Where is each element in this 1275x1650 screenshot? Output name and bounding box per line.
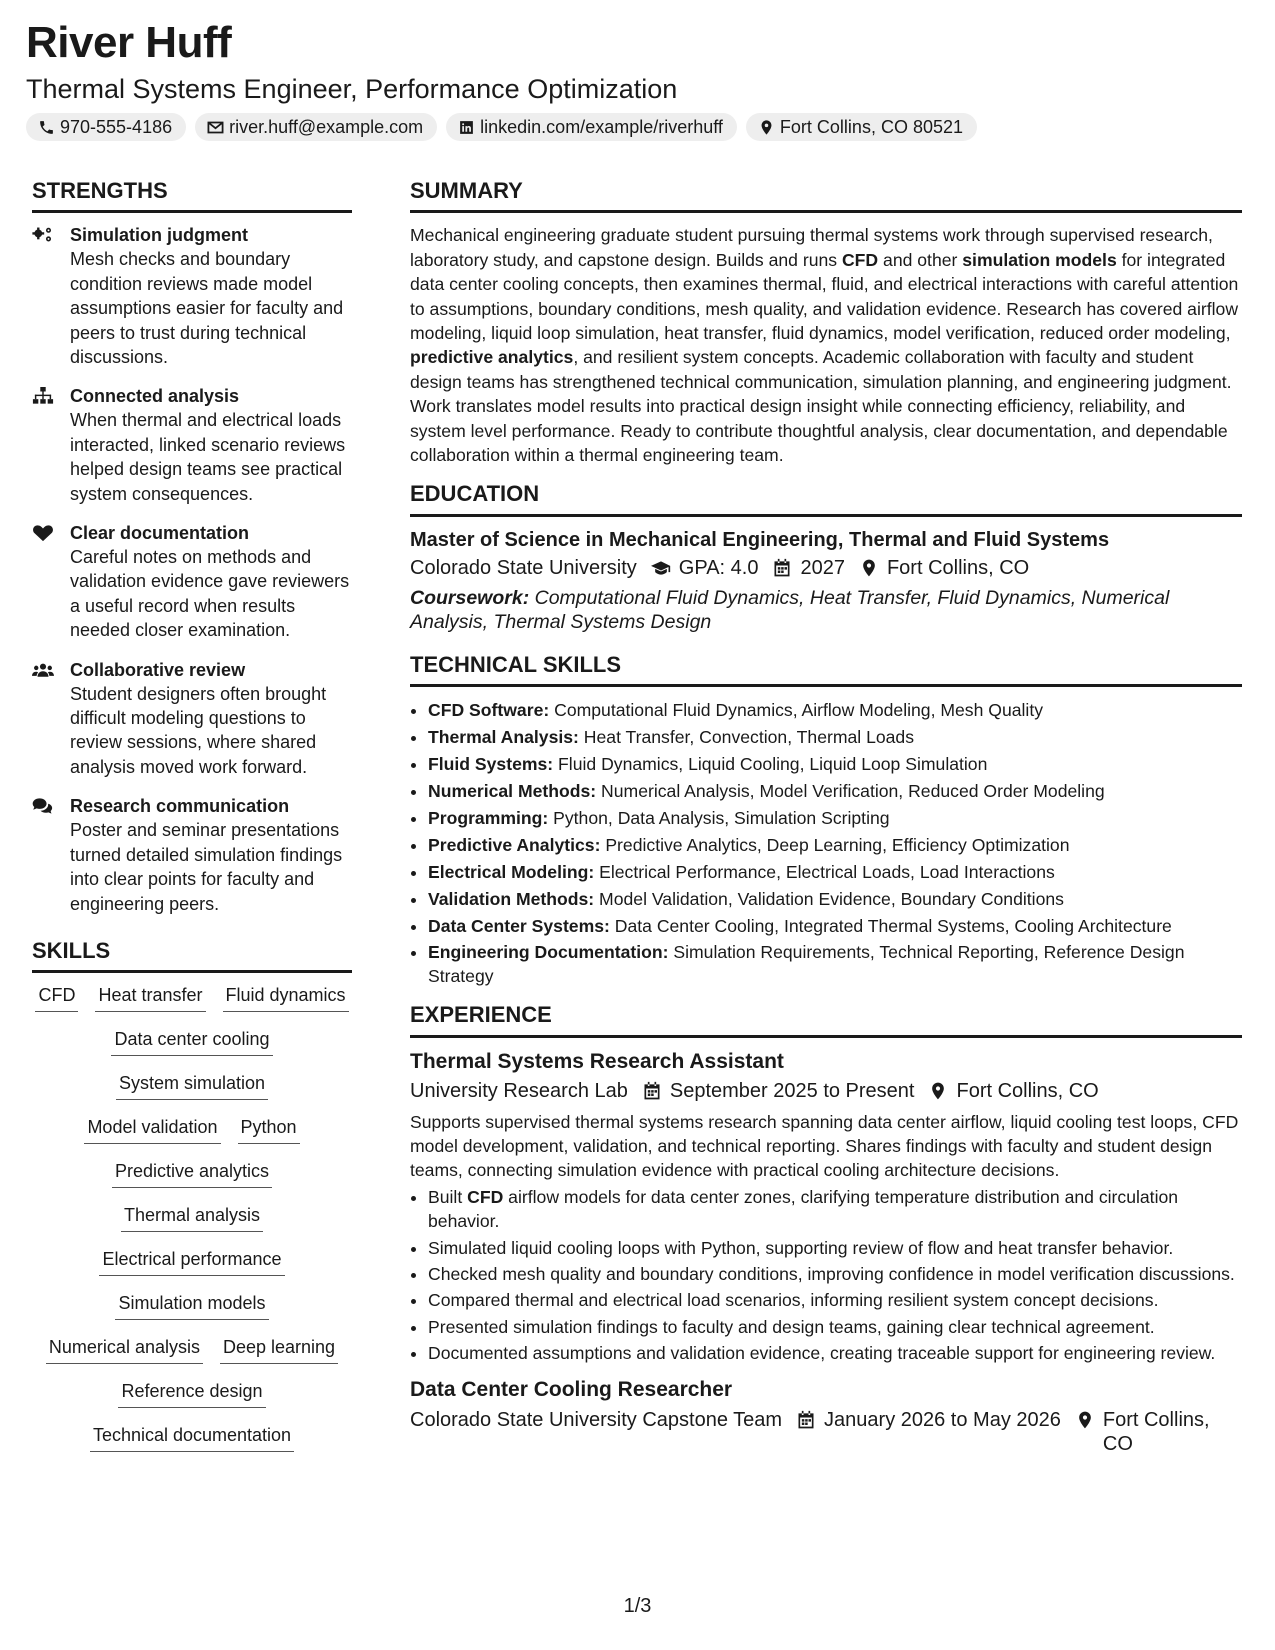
skill-tag: Deep learning [220, 1335, 338, 1364]
education-meta [410, 553, 1242, 583]
email-text: river.huff@example.com [229, 116, 424, 137]
map-pin-icon [1075, 1410, 1095, 1430]
location-chip [746, 113, 977, 141]
skill-tag: CFD [35, 983, 78, 1012]
skill-tag: Model validation [84, 1115, 220, 1144]
phone-text: 970-555-4186 [60, 116, 173, 137]
gears-icon [32, 226, 54, 244]
map-pin-icon [928, 1081, 948, 1101]
sitemap-icon [32, 387, 54, 405]
strength-desc: Poster and seminar presentations turned detailed simulation findings into clear points for faculty and engineering peers. [70, 820, 343, 914]
school-name: Colorado State University [410, 556, 637, 579]
skill-tag: Simulation models [115, 1291, 268, 1320]
technical-skills-heading: TECHNICAL SKILLS [410, 652, 1242, 687]
linkedin-icon [458, 119, 475, 136]
gpa: GPA: 4.0 [678, 556, 759, 579]
job-description: Supports supervised thermal systems research spanning data center airflow, liquid cooling test loops, CFD model development, validation, and technical reporting. Shares findings with faculty and student design teams, connecting simulation evidence with practical cooling architecture decisions. [410, 1111, 1239, 1181]
linkedin-text: linkedin.com/example/riverhuff [480, 116, 723, 137]
calendar-icon [772, 558, 792, 578]
calendar-icon [796, 1410, 816, 1430]
list-item: • Thermal Analysis: Heat Transfer, Convection, Thermal Loads [428, 724, 1242, 751]
phone-icon [38, 119, 55, 136]
skill-tag: Heat transfer [95, 983, 205, 1012]
skills-heading: SKILLS [32, 938, 352, 973]
strength-desc: When thermal and electrical loads interacted, linked scenario reviews helped design teams see practical system consequences. [70, 410, 346, 504]
candidate-name: River Huff [26, 18, 232, 67]
envelope-icon [207, 119, 224, 136]
list-item: • Compared thermal and electrical load scenarios, informing resilient system concept decisions. [428, 1288, 1242, 1312]
list-item: • CFD Software: Computational Fluid Dynamics, Airflow Modeling, Mesh Quality [428, 697, 1242, 724]
degree-title: Master of Science in Mechanical Engineering, Thermal and Fluid Systems [410, 528, 1110, 551]
contact-bar [26, 113, 977, 141]
right-column [410, 178, 1242, 1456]
strength-item [32, 794, 352, 916]
skill-tag: Numerical analysis [46, 1335, 203, 1364]
left-column [32, 178, 352, 1467]
calendar-icon [642, 1081, 662, 1101]
strengths-heading: STRENGTHS [32, 178, 352, 213]
job-dates: January 2026 to May 2026 [824, 1408, 1061, 1431]
comments-icon [32, 797, 54, 815]
strength-item [32, 384, 352, 506]
skill-tag: Thermal analysis [121, 1203, 263, 1232]
skill-tag: Electrical performance [99, 1247, 284, 1276]
education-heading: EDUCATION [410, 481, 1242, 516]
list-item: • Data Center Systems: Data Center Cooling, Integrated Thermal Systems, Cooling Architecture [428, 913, 1242, 940]
list-item: • Numerical Methods: Numerical Analysis, Model Verification, Reduced Order Modeling [428, 778, 1242, 805]
map-pin-icon [758, 119, 775, 136]
phone-chip[interactable] [26, 113, 186, 141]
strength-title: Simulation judgment [70, 225, 248, 246]
list-item: • Simulated liquid cooling loops with Python, supporting review of flow and heat transfer behavior. [428, 1236, 1242, 1260]
strength-title: Clear documentation [70, 523, 250, 544]
location-text: Fort Collins, CO 80521 [779, 116, 963, 137]
list-item: • Fluid Systems: Fluid Dynamics, Liquid Cooling, Liquid Loop Simulation [428, 751, 1242, 778]
strength-title: Connected analysis [70, 386, 240, 407]
job-title: Thermal Systems Research Assistant [410, 1049, 784, 1073]
strength-item [32, 658, 352, 780]
heart-icon [32, 524, 54, 542]
skill-tag: Technical documentation [90, 1423, 294, 1452]
skill-tag: Predictive analytics [112, 1159, 272, 1188]
job-dates: September 2025 to Present [669, 1079, 915, 1102]
list-item: • Programming: Python, Data Analysis, Simulation Scripting [428, 805, 1242, 832]
skill-tag: System simulation [116, 1071, 268, 1100]
skills-tag-cloud [32, 983, 352, 1452]
education-location: Fort Collins, CO [886, 556, 1030, 579]
strength-item [32, 521, 352, 643]
job-org: Colorado State University Capstone Team [410, 1408, 783, 1431]
experience-heading: EXPERIENCE [410, 1002, 1242, 1037]
list-item: • Checked mesh quality and boundary conditions, improving confidence in model verification discussions. [428, 1262, 1242, 1286]
skill-tag: Reference design [118, 1379, 265, 1408]
list-item: • Engineering Documentation: Simulation Requirements, Technical Reporting, Reference Design Strategy [428, 940, 1242, 988]
job-bullets [410, 1185, 1242, 1366]
list-item: • Documented assumptions and validation evidence, creating traceable support for engineering review. [428, 1341, 1242, 1365]
strength-title: Research communication [70, 796, 290, 817]
users-icon [32, 661, 54, 679]
graduation-cap-icon [651, 558, 671, 578]
list-item: • Predictive Analytics: Predictive Analytics, Deep Learning, Efficiency Optimization [428, 832, 1242, 859]
technical-skills-list [410, 697, 1242, 988]
map-pin-icon [859, 558, 879, 578]
strength-item [32, 223, 352, 369]
skill-tag: Fluid dynamics [223, 983, 349, 1012]
email-chip[interactable] [195, 113, 437, 141]
summary-heading: SUMMARY [410, 178, 1242, 213]
list-item: • Electrical Modeling: Electrical Performance, Electrical Loads, Load Interactions [428, 859, 1242, 886]
job-location: Fort Collins, CO [956, 1079, 1099, 1102]
list-item: • Built CFD airflow models for data center zones, clarifying temperature distribution and circulation behavior. [428, 1185, 1242, 1234]
skill-tag: Data center cooling [111, 1027, 272, 1056]
job-meta [410, 1076, 1242, 1106]
summary-text: Mechanical engineering graduate student pursuing thermal systems work through supervised research, laboratory study, and capstone design. Builds and runs CFD and other simulation models for integrated data center cooling concepts, then examines thermal, fluid, and electrical interactions with careful attention to assumptions, boundary conditions, mesh quality, and validation evidence. Research has covered airflow modeling, liquid loop simulation, heat transfer, fluid dynamics, model verification, reduced order modeling, predictive analytics, and resilient system concepts. Academic collaboration with faculty and student design teams has strengthened technical communication, simulation planning, and engineering judgment. Work translates model results into practical design insight while connecting efficiency, reliability, and system level performance. Ready to contribute thoughtful analysis, clear documentation, and dependable collaboration within a thermal engineering team. [410, 225, 1239, 466]
skill-tag: Python [238, 1115, 300, 1144]
coursework: Coursework: Computational Fluid Dynamics, Heat Transfer, Fluid Dynamics, Numerical Analysis, Thermal Systems Design [410, 586, 1170, 633]
job-meta [410, 1408, 1242, 1456]
graduation-year: 2027 [800, 556, 845, 579]
strength-desc: Student designers often brought difficult modeling questions to review sessions, where shared analysis moved work forward. [70, 683, 327, 777]
list-item: • Presented simulation findings to faculty and design teams, gaining clear technical agreement. [428, 1315, 1242, 1339]
job-location: Fort Collins, CO [1102, 1408, 1210, 1455]
linkedin-chip[interactable] [446, 113, 737, 141]
list-item: • Validation Methods: Model Validation, Validation Evidence, Boundary Conditions [428, 886, 1242, 913]
strength-desc: Careful notes on methods and validation evidence gave reviewers a useful record when results needed closer examination. [70, 547, 350, 641]
job-org: University Research Lab [410, 1079, 628, 1102]
candidate-title: Thermal Systems Engineer, Performance Optimization [26, 74, 678, 104]
page-number: 1/3 [623, 1595, 652, 1617]
strength-title: Collaborative review [70, 659, 246, 680]
strength-desc: Mesh checks and boundary condition reviews made model assumptions easier for faculty and peers to trust during technical discussions. [70, 249, 344, 368]
job-title: Data Center Cooling Researcher [410, 1377, 733, 1401]
